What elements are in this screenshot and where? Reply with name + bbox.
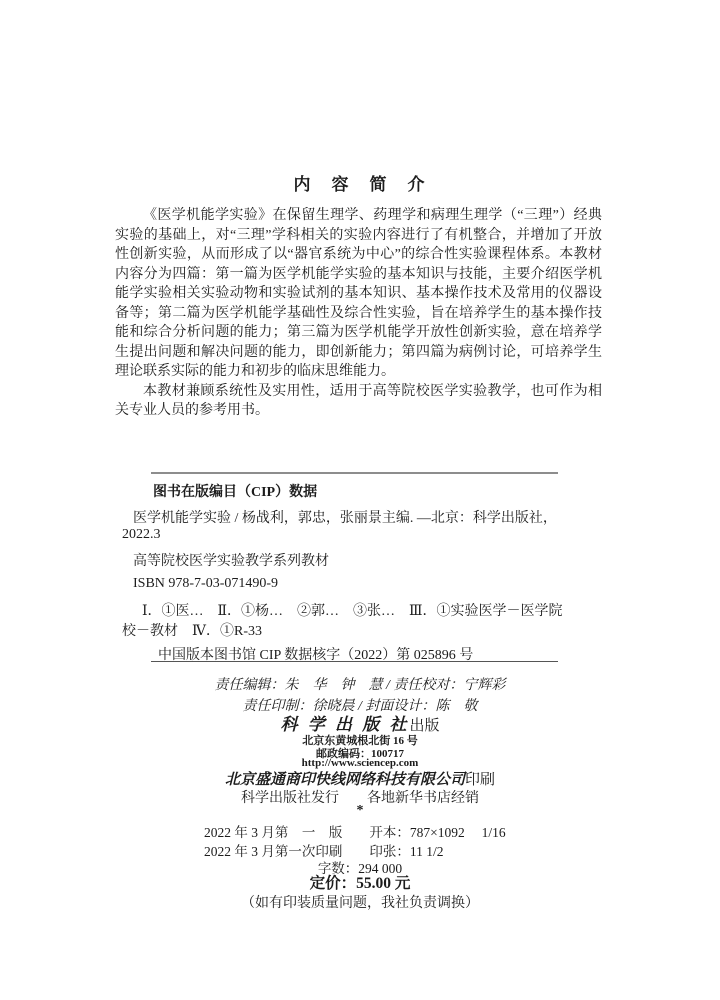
printing-run-line: 2022 年 3 月第一次印刷 印张：11 1/2: [204, 844, 444, 859]
publisher-address: 北京东黄城根北街 16 号: [302, 735, 418, 747]
staff-printing-line: 责任印制：徐晓晨 / 封面设计：陈 敬: [242, 699, 478, 714]
cip-classification-line-1: Ⅰ．①医… Ⅱ．①杨… ②郭… ③张… Ⅲ．①实验医学－医学院: [142, 604, 563, 619]
publisher-postcode: 邮政编码：100717: [316, 748, 404, 760]
price-line: 定价：55.00 元: [309, 875, 411, 892]
distribution-line: 科学出版社发行 各地新华书店经销: [241, 791, 479, 806]
publisher-name: 科 学 出 版 社: [280, 715, 410, 734]
cip-top-rule: [151, 472, 558, 474]
wordcount-line: 字数：294 000: [317, 861, 403, 876]
cip-record-line: 中国版本图书馆 CIP 数据核字（2022）第 025896 号: [158, 648, 474, 663]
cip-classification-line-2: 校－教材 Ⅳ．①R-33: [122, 624, 262, 639]
publisher-suffix: 出版: [409, 718, 440, 734]
divider-asterisk: *: [356, 803, 364, 818]
cip-series-line: 高等院校医学实验教学系列教材: [133, 554, 329, 569]
quality-note-line: （如有印装质量问题，我社负责调换）: [241, 896, 479, 911]
cip-title-line: 医学机能学实验 / 杨战利，郭忠，张丽景主编. —北京：科学出版社，: [133, 511, 557, 526]
printer-line: [0, 768, 720, 789]
publisher-website: http://www.sciencep.com: [301, 757, 419, 769]
intro-title: 内 容 简 介: [293, 175, 427, 194]
printer-name: 北京盛通商印快线网络科技有限公司: [224, 772, 465, 788]
cip-year-line: 2022.3: [122, 527, 161, 542]
intro-body: [115, 206, 602, 421]
cip-isbn-line: ISBN 978-7-03-071490-9: [133, 576, 279, 591]
printer-suffix: 印刷: [465, 772, 496, 788]
staff-editors-line: 责任编辑：朱 华 钟 慧 / 责任校对：宁辉彩: [214, 678, 506, 693]
cip-heading: 图书在版编目（CIP）数据: [153, 485, 318, 500]
edition-line: 2022 年 3 月第 一 版 开本：787×1092 1/16: [204, 825, 506, 840]
cip-bottom-rule: [151, 661, 558, 662]
intro-paragraph-1: 《医学机能学实验》在保留生理学、药理学和病理生理学（“三理”）经典实验的基础上，对“三理”学科相关的实验内容进行了有机整合，并增加了开放性创新实验，从而形成了以“器官系统为中心”的综合性实验课程体系。本教材内容分为四篇：第一篇为医学机能学实验的基本知识与技能，主要介绍医学机能学实验相关实验动物和实验试剂的基本知识、基本操作技术及常用的仪器设备等；第二篇为医学机能学基础性及综合性实验，旨在培养学生的基本操作技能和综合分析问题的能力；第三篇为医学机能学开放性创新实验，意在培养学生提出问题和解决问题的能力，即创新能力；第四篇为病例讨论，可培养学生理论联系实际的能力和初步的临床思维能力。: [115, 208, 602, 379]
intro-paragraph-2: 本教材兼顾系统性及实用性，适用于高等院校医学实验教学，也可作为相关专业人员的参考用书。: [115, 383, 602, 418]
